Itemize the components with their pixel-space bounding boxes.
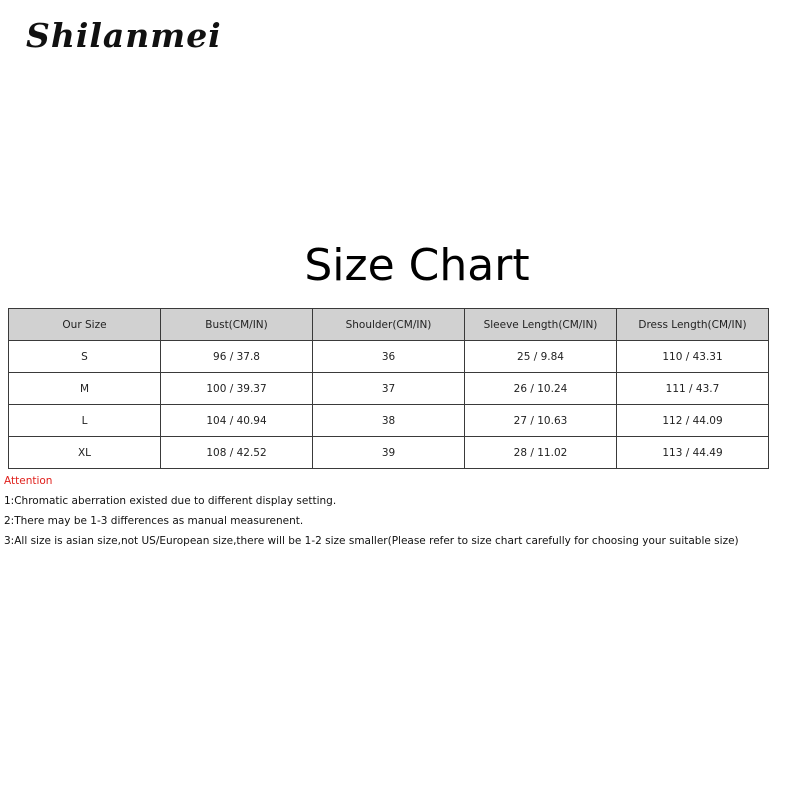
table-cell: 111 / 43.7 xyxy=(617,373,769,405)
column-header-shoulder: Shoulder(CM/IN) xyxy=(313,309,465,341)
table-row xyxy=(9,405,769,437)
table-cell: 112 / 44.09 xyxy=(617,405,769,437)
table-cell: 37 xyxy=(313,373,465,405)
column-header-sleeve-length: Sleeve Length(CM/IN) xyxy=(465,309,617,341)
note-item: 2:There may be 1-3 differences as manual measurenent. xyxy=(4,515,304,527)
table-row xyxy=(9,373,769,405)
note-item: 3:All size is asian size,not US/European size,there will be 1-2 size smaller(Please refer to size chart carefully for choosing your suitable size) xyxy=(4,535,739,547)
table-cell: M xyxy=(9,373,161,405)
note-item: 1:Chromatic aberration existed due to different display setting. xyxy=(4,495,337,507)
table-cell: 25 / 9.84 xyxy=(465,341,617,373)
table-cell: S xyxy=(9,341,161,373)
size-table xyxy=(8,308,769,469)
table-header-row xyxy=(9,309,769,341)
table-cell: 108 / 42.52 xyxy=(161,437,313,469)
page-title: Size Chart xyxy=(304,240,530,291)
table-cell: 28 / 11.02 xyxy=(465,437,617,469)
table-cell: 100 / 39.37 xyxy=(161,373,313,405)
column-header-size: Our Size xyxy=(9,309,161,341)
table-cell: L xyxy=(9,405,161,437)
table-cell: 96 / 37.8 xyxy=(161,341,313,373)
brand-logo: Shilanmei xyxy=(26,16,222,55)
attention-notes xyxy=(4,474,739,554)
column-header-bust: Bust(CM/IN) xyxy=(161,309,313,341)
table-cell: 104 / 40.94 xyxy=(161,405,313,437)
column-header-dress-length: Dress Length(CM/IN) xyxy=(617,309,769,341)
table-cell: 36 xyxy=(313,341,465,373)
table-cell: 110 / 43.31 xyxy=(617,341,769,373)
table-cell: 39 xyxy=(313,437,465,469)
table-cell: 26 / 10.24 xyxy=(465,373,617,405)
table-cell: 27 / 10.63 xyxy=(465,405,617,437)
table-cell: 113 / 44.49 xyxy=(617,437,769,469)
table-cell: 38 xyxy=(313,405,465,437)
table-cell: XL xyxy=(9,437,161,469)
table-row xyxy=(9,437,769,469)
table-row xyxy=(9,341,769,373)
attention-heading: Attention xyxy=(4,475,53,487)
